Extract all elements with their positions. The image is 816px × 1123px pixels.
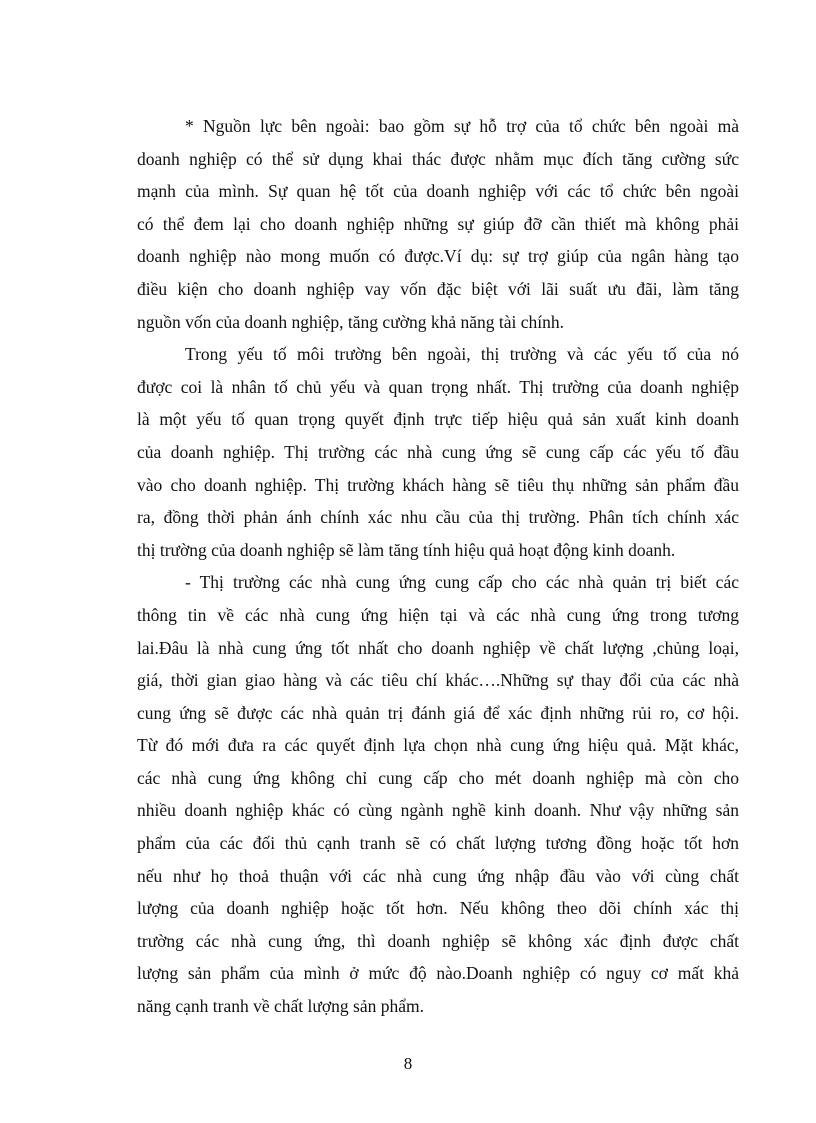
text-line: điều kiện cho doanh nghiệp vay vốn đặc biệt với lãi suất ưu đãi, làm tăng	[137, 278, 739, 299]
text-line: trường các nhà cung ứng, thì doanh nghiệp sẽ không xác định được chất	[137, 930, 739, 951]
text-line: nguồn vốn của doanh nghiệp, tăng cường khả năng tài chính.	[137, 311, 564, 332]
text-line: nếu như họ thoả thuận với các nhà cung ứng nhập đầu vào với cùng chất	[137, 865, 739, 886]
text-line: nhiều doanh nghiệp khác có cùng ngành nghề kinh doanh. Như vậy những sản	[137, 800, 739, 821]
text-line: được coi là nhân tố chủ yếu và quan trọng nhất. Thị trường của doanh nghiệp	[137, 376, 739, 397]
text-line: năng cạnh tranh về chất lượng sản phẩm.	[137, 996, 424, 1017]
text-line: Từ đó mới đưa ra các quyết định lựa chọn nhà cung ứng hiệu quả. Mặt khác,	[137, 735, 739, 756]
text-line: ra, đồng thời phản ánh chính xác nhu cầu của thị trường. Phân tích chính xác	[137, 507, 739, 528]
text-line: thị trường của doanh nghiệp sẽ làm tăng tính hiệu quả hoạt động kinh doanh.	[137, 539, 676, 560]
text-line: doanh nghiệp có thể sử dụng khai thác được nhằm mục đích tăng cường sức	[137, 148, 739, 169]
text-line: cung ứng sẽ được các nhà quản trị đánh giá để xác định những rủi ro, cơ hội.	[137, 702, 739, 723]
text-line: thông tin về các nhà cung ứng hiện tại và các nhà cung ứng trong tương	[137, 604, 739, 625]
text-line: Trong yếu tố môi trường bên ngoài, thị trường và các yếu tố của nó	[185, 344, 739, 365]
text-line: mạnh của mình. Sự quan hệ tốt của doanh nghiệp với các tổ chức bên ngoài	[137, 181, 739, 202]
text-line: lượng sản phẩm của mình ở mức độ nào.Doanh nghiệp có nguy cơ mất khả	[137, 963, 739, 984]
text-line: của doanh nghiệp. Thị trường các nhà cung ứng sẽ cung cấp các yếu tố đầu	[137, 441, 739, 462]
body-text	[137, 110, 739, 1023]
text-line: có thể đem lại cho doanh nghiệp những sự giúp đỡ cần thiết mà không phải	[137, 213, 739, 234]
page-number: 8	[403, 1054, 413, 1073]
text-line: vào cho doanh nghiệp. Thị trường khách hàng sẽ tiêu thụ những sản phẩm đầu	[137, 474, 739, 495]
text-line: - Thị trường các nhà cung ứng cung cấp cho các nhà quản trị biết các	[185, 572, 739, 593]
text-line: doanh nghiệp nào mong muốn có được.Ví dụ: sự trợ giúp của ngân hàng tạo	[137, 246, 739, 267]
text-line: lai.Đâu là nhà cung ứng tốt nhất cho doanh nghiệp về chất lượng ,chủng loại,	[137, 637, 739, 658]
text-line: * Nguồn lực bên ngoài: bao gồm sự hỗ trợ của tổ chức bên ngoài mà	[185, 116, 739, 136]
text-line: các nhà cung ứng không chỉ cung cấp cho mét doanh nghiệp mà còn cho	[137, 767, 739, 788]
text-line: là một yếu tố quan trọng quyết định trực tiếp hiệu quả sản xuất kinh doanh	[137, 409, 739, 430]
text-line: lượng của doanh nghiệp hoặc tốt hơn. Nếu không theo dõi chính xác thị	[137, 898, 739, 919]
text-line: phẩm của các đối thủ cạnh tranh sẽ có chất lượng tương đồng hoặc tốt hơn	[137, 833, 739, 854]
text-line: giá, thời gian giao hàng và các tiêu chí khác….Những sự thay đổi của các nhà	[137, 670, 739, 691]
